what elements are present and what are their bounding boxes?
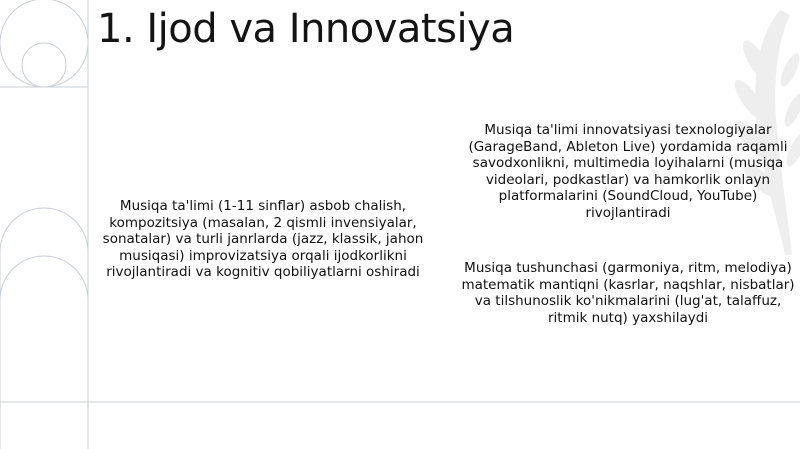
paragraph-technology: Musiqa ta'limi innovatsiyasi texnologiyalar (GarageBand, Ableton Live) yordamida raqamli savodxonlikni, multimedia loyihalarni (musiqa videolari, podkastlar) va hamkorlik onlayn platformalarini (SoundCloud, YouTube) rivojlantiradi	[468, 122, 788, 221]
slide-title: 1. Ijod va Innovatsiya	[97, 6, 515, 52]
paragraph-creativity: Musiqa ta'limi (1-11 sinflar) asbob chalish, kompozitsiya (masalan, 2 qismli invensiyalar, sonatalar) va turli janrlarda (jazz, klassik, jahon musiqasi) improvizatsiya orqali ijodkorlikni rivojlantiradi va kognitiv qobiliyatlarni oshiradi	[102, 198, 424, 280]
paragraph-cognition: Musiqa tushunchasi (garmoniya, ritm, melodiya) matematik mantiqni (kasrlar, naqshlar, nisbatlar) va tilshunoslik ko'nikmalarini (lug'at, talaffuz, ritmik nutq) yaxshilaydi	[461, 260, 795, 326]
